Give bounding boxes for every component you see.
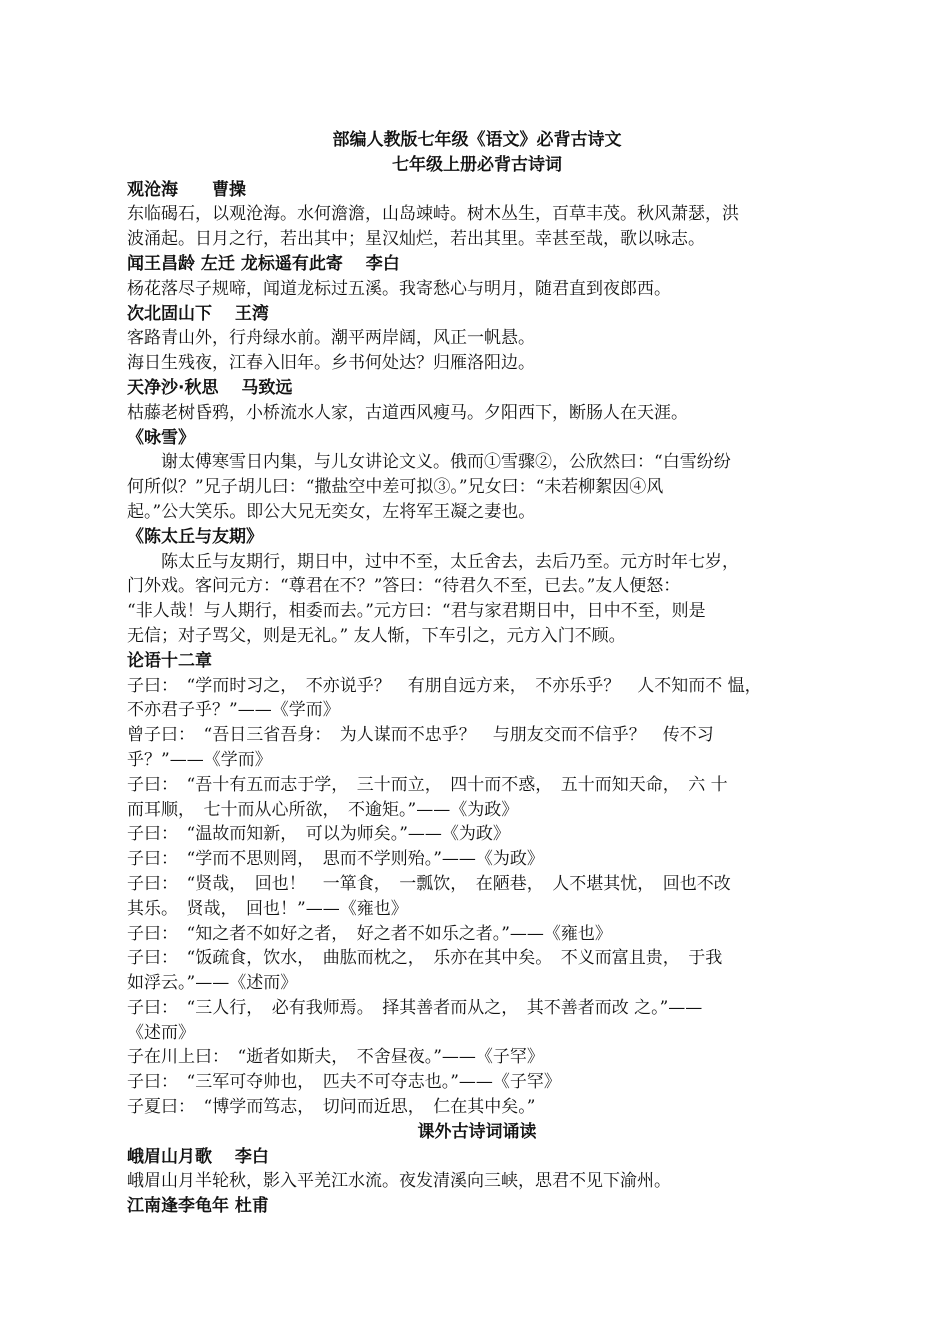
lunyu-line: 子曰： “饭疏食，饮水， 曲肱而枕之， 乐亦在其中矣。 不义而富且贵， 于我 <box>127 948 723 969</box>
lunyu-line: 子夏曰： “博学而笃志， 切问而近思， 仁在其中矣。” <box>127 1097 536 1118</box>
poem-line: 波涌起。日月之行，若出其中；星汉灿烂，若出其里。幸甚至哉，歌以咏志。 <box>127 229 705 250</box>
prose-line: 无信；对子骂父，则是无礼。” 友人惭，下车引之，元方入门不顾。 <box>127 625 626 646</box>
lunyu-line: 子曰： “吾十有五而志于学， 三十而立， 四十而不惑， 五十而知天命， 六 十 <box>127 774 728 795</box>
poem-title-emei-shan-yue-ge: 峨眉山月歌 李白 <box>127 1146 269 1167</box>
poem-title-tian-jing-sha: 天净沙·秋思 马致远 <box>127 377 293 398</box>
text-title-yong-xue: 《咏雪》 <box>127 427 195 448</box>
poem-line: 客路青山外，行舟绿水前。潮平两岸阔，风正一帆悬。 <box>127 328 535 349</box>
lunyu-line: 子曰： “学而时习之， 不亦说乎？ 有朋自远方来， 不亦乐乎？ 人不知而不 愠， <box>127 675 762 696</box>
document-title: 部编人教版七年级《语文》必背古诗文 <box>332 130 622 150</box>
lunyu-line: 子曰： “三人行， 必有我师焉。 择其善者而从之， 其不善者而改 之。”—— <box>127 997 703 1018</box>
poem-line: 海日生残夜，江春入旧年。乡书何处达？归雁洛阳边。 <box>127 353 535 374</box>
text-title-lunyu: 论语十二章 <box>127 650 212 671</box>
text-title-chen-taiqiu: 《陈太丘与友期》 <box>127 526 263 547</box>
lunyu-line: 子曰： “学而不思则罔， 思而不学则殆。”——《为政》 <box>127 849 544 870</box>
poem-title-wen-wang-changling: 闻王昌龄 左迁 龙标遥有此寄 李白 <box>127 253 400 274</box>
lunyu-line: 乎？”——《学而》 <box>127 749 272 770</box>
document-page <box>127 128 827 1219</box>
lunyu-line: 不亦君子乎？”——《学而》 <box>127 700 340 721</box>
section-heading-upper-term: 七年级上册必背古诗词 <box>392 154 562 175</box>
section-heading-extracurricular: 课外古诗词诵读 <box>417 1121 537 1142</box>
prose-line: 谢太傅寒雪日内集，与儿女讲论文义。俄而①雪骤②，公欣然曰：“白雪纷纷 <box>161 452 731 473</box>
poem-title-guan-cang-hai: 观沧海 曹操 <box>127 179 246 200</box>
poem-line: 东临碣石，以观沧海。水何澹澹，山岛竦峙。树木丛生，百草丰茂。秋风萧瑟，洪 <box>127 204 739 225</box>
lunyu-line: 子曰： “贤哉， 回也！ 一箪食， 一瓢饮， 在陋巷， 人不堪其忧， 回也不改 <box>127 873 731 894</box>
lunyu-line: 曾子曰： “吾日三省吾身： 为人谋而不忠乎？ 与朋友交而不信乎？ 传不习 <box>127 725 714 746</box>
poem-line: 峨眉山月半轮秋，影入平羌江水流。夜发清溪向三峡，思君不见下渝州。 <box>127 1171 671 1192</box>
poem-line: 枯藤老树昏鸦，小桥流水人家，古道西风瘦马。夕阳西下，断肠人在天涯。 <box>127 402 688 423</box>
lunyu-line: 子曰： “三军可夺帅也， 匹夫不可夺志也。”——《子罕》 <box>127 1072 561 1093</box>
lunyu-line: 如浮云。”——《述而》 <box>127 973 298 994</box>
poem-title-jiangnan-feng-li-guinian: 江南逢李龟年 杜甫 <box>127 1196 269 1217</box>
lunyu-line: 其乐。 贤哉， 回也！”——《雍也》 <box>127 898 408 919</box>
prose-line: 何所似？”兄子胡儿曰：“撒盐空中差可拟③。”兄女曰：“未若柳絮因④风 <box>127 477 664 498</box>
prose-line: “非人哉！与人期行，相委而去。”元方曰：“君与家君期日中，日中不至，则是 <box>127 601 706 622</box>
prose-line: 门外戏。客问元方：“尊君在不？”答曰：“待君久不至，已去。”友人便怒： <box>127 576 681 597</box>
lunyu-line: 《述而》 <box>127 1022 195 1043</box>
lunyu-line: 子曰： “温故而知新， 可以为师矣。”——《为政》 <box>127 824 510 845</box>
prose-line: 起。”公大笑乐。即公大兄无奕女，左将军王凝之妻也。 <box>127 501 536 522</box>
prose-line: 陈太丘与友期行，期日中，过中不至，太丘舍去，去后乃至。元方时年七岁， <box>161 551 739 572</box>
lunyu-line: 子在川上曰： “逝者如斯夫， 不舍昼夜。”——《子罕》 <box>127 1047 544 1068</box>
lunyu-line: 而耳顺， 七十而从心所欲， 不逾矩。”——《为政》 <box>127 799 519 820</box>
lunyu-line: 子曰： “知之者不如好之者， 好之者不如乐之者。”——《雍也》 <box>127 923 612 944</box>
poem-title-ci-beigu-shan: 次北固山下 王湾 <box>127 303 269 324</box>
poem-line: 杨花落尽子规啼，闻道龙标过五溪。我寄愁心与明月，随君直到夜郎西。 <box>127 278 671 299</box>
